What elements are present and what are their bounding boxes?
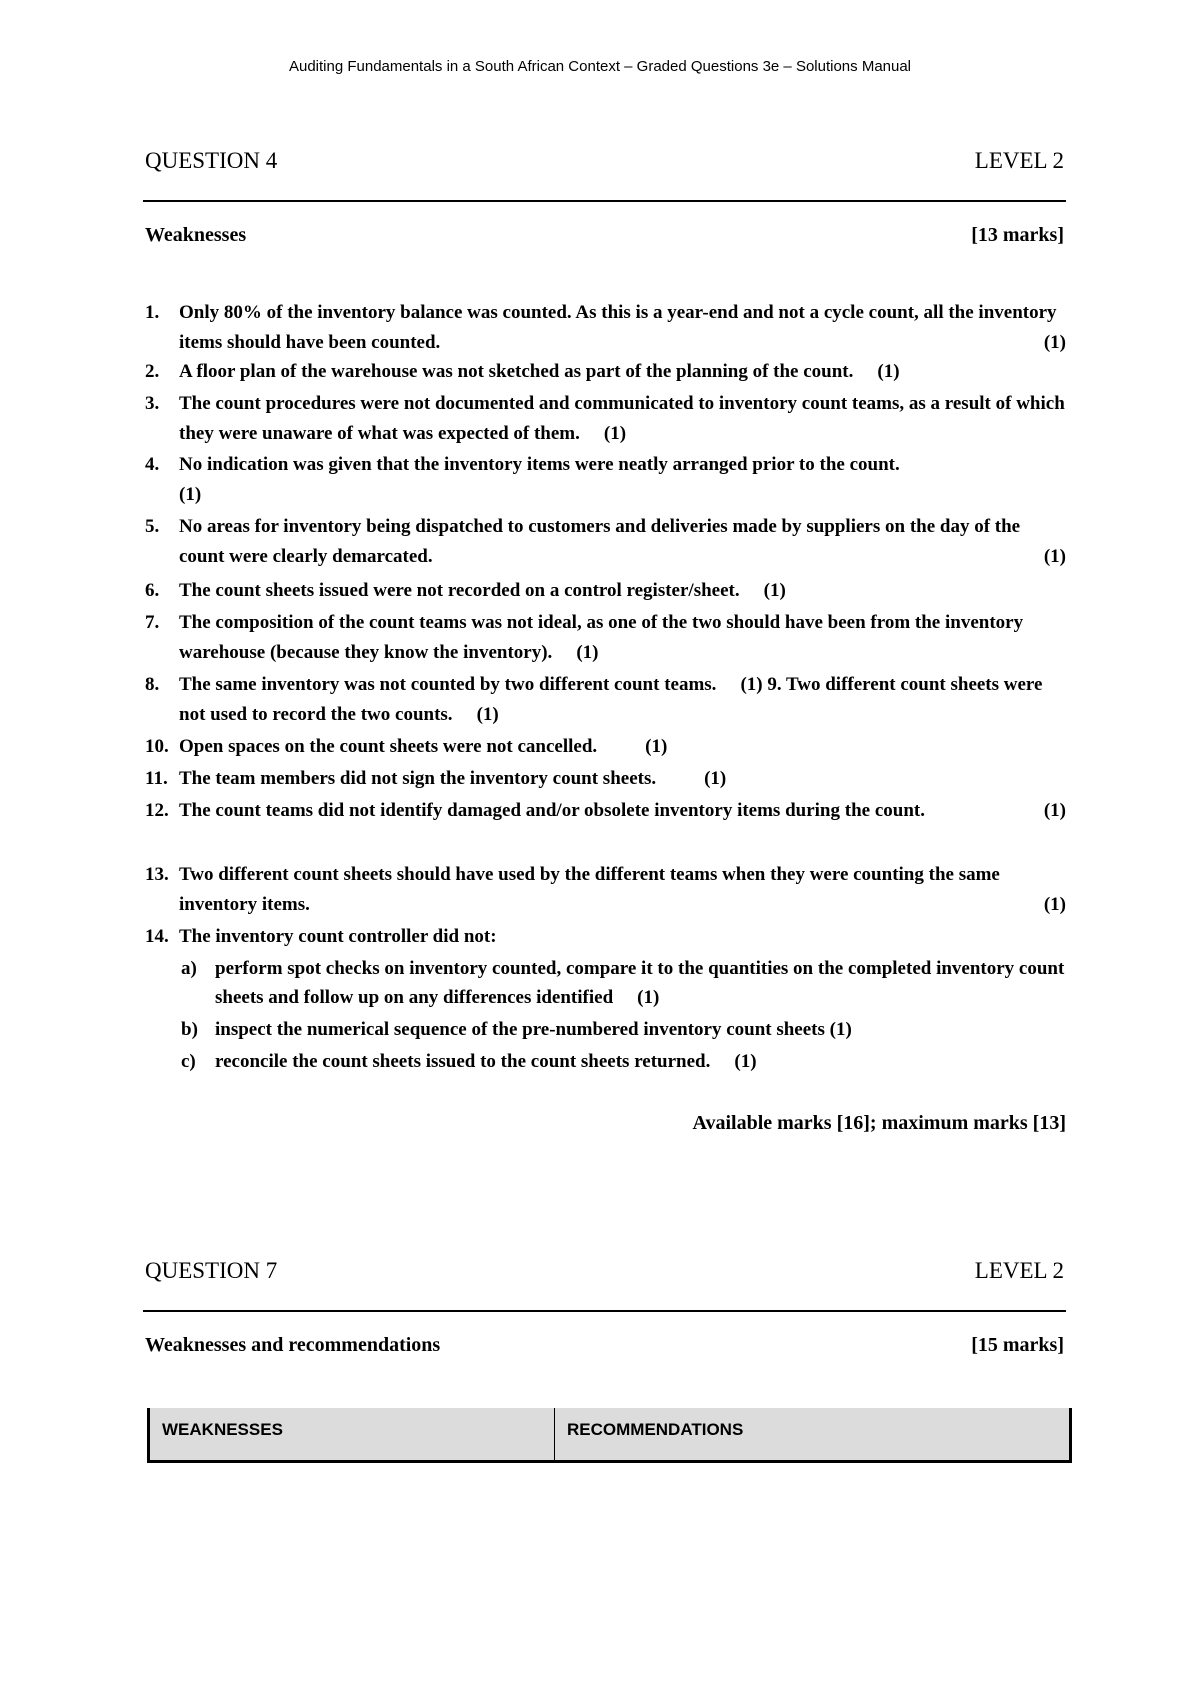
question-7-section-marks: [15 marks] [971, 1334, 1064, 1356]
list-item: 12. The count teams did not identify damaged and/or obsolete inventory items during the count. (1) [145, 800, 1066, 821]
list-item: 2. A floor plan of the warehouse was not sketched as part of the planning of the count. (1) [145, 361, 900, 382]
question-4-section [143, 224, 1066, 247]
list-item: 1. Only 80% of the inventory balance was counted. As this is a year-end and not a cycle count, all the inventory items should have been counted. (1) [145, 302, 1066, 353]
available-marks: Available marks [16]; maximum marks [13] [692, 1112, 1066, 1134]
question-7-section [143, 1334, 1066, 1357]
question-4-rule [143, 200, 1066, 202]
weaknesses-recommendations-table [147, 1408, 1072, 1463]
list-item: 11. The team members did not sign the inventory count sheets. (1) [145, 768, 727, 789]
list-item: 8. The same inventory was not counted by two different count teams. (1) 9. Two different count sheets were not used to record the two counts. (1) [145, 674, 1043, 725]
sub-list-item: c) reconcile the count sheets issued to the count sheets returned. (1) [181, 1050, 757, 1072]
weaknesses-column-header: WEAKNESSES [149, 1408, 555, 1462]
question-7-section-title: Weaknesses and recommendations [145, 1334, 441, 1356]
question-4-title: QUESTION 4 [145, 148, 278, 173]
list-item: 13. Two different count sheets should have used by the different teams when they were counting the same inventory items. (1) [145, 864, 1066, 915]
running-header: Auditing Fundamentals in a South African Context – Graded Questions 3e – Solutions Manual [288, 58, 912, 75]
list-item: 10. Open spaces on the count sheets were not cancelled. (1) [145, 736, 668, 757]
question-4-section-title: Weaknesses [145, 224, 247, 246]
list-item: 3. The count procedures were not documented and communicated to inventory count teams, as a result of which they were unaware of what was expected of them. (1) [145, 393, 1065, 444]
question-7-title: QUESTION 7 [145, 1258, 278, 1283]
list-item: 14. The inventory count controller did not: a) perform spot checks on inventory counted, compare it to the quantities on the completed inventory count sheets and follow up on any differences identified (1) b) inspect the numerical sequence of the pre-numbered inventory count sheets (1) c) reconcile the count sheets issued to the count sheets returned. (1) [143, 922, 1066, 1079]
recommendations-column-header: RECOMMENDATIONS [555, 1408, 1071, 1462]
weaknesses-list [143, 298, 1066, 1079]
list-item: 7. The composition of the count teams was not ideal, as one of the two should have been from the inventory warehouse (because they know the inventory). (1) [145, 612, 1024, 663]
question-7-rule [143, 1310, 1066, 1312]
question-7-level: LEVEL 2 [974, 1258, 1064, 1283]
question-4-section-marks: [13 marks] [971, 224, 1064, 246]
sub-list-item: b) inspect the numerical sequence of the pre-numbered inventory count sheets (1) [181, 1018, 852, 1040]
question-4-level: LEVEL 2 [974, 148, 1064, 173]
list-item: 4. No indication was given that the inventory items were neatly arranged prior to the count. (1) [145, 454, 900, 505]
list-item: 6. The count sheets issued were not recorded on a control register/sheet. (1) [145, 580, 786, 601]
question-7-heading [143, 1258, 1066, 1312]
question-4-heading [143, 148, 1066, 202]
sub-list-item: a) perform spot checks on inventory counted, compare it to the quantities on the completed inventory count sheets and follow up on any differences identified (1) [181, 957, 1065, 1008]
table-header-row [149, 1408, 1071, 1462]
list-item: 5. No areas for inventory being dispatched to customers and deliveries made by suppliers on the day of the count were clearly demarcated. (1) [145, 516, 1066, 567]
